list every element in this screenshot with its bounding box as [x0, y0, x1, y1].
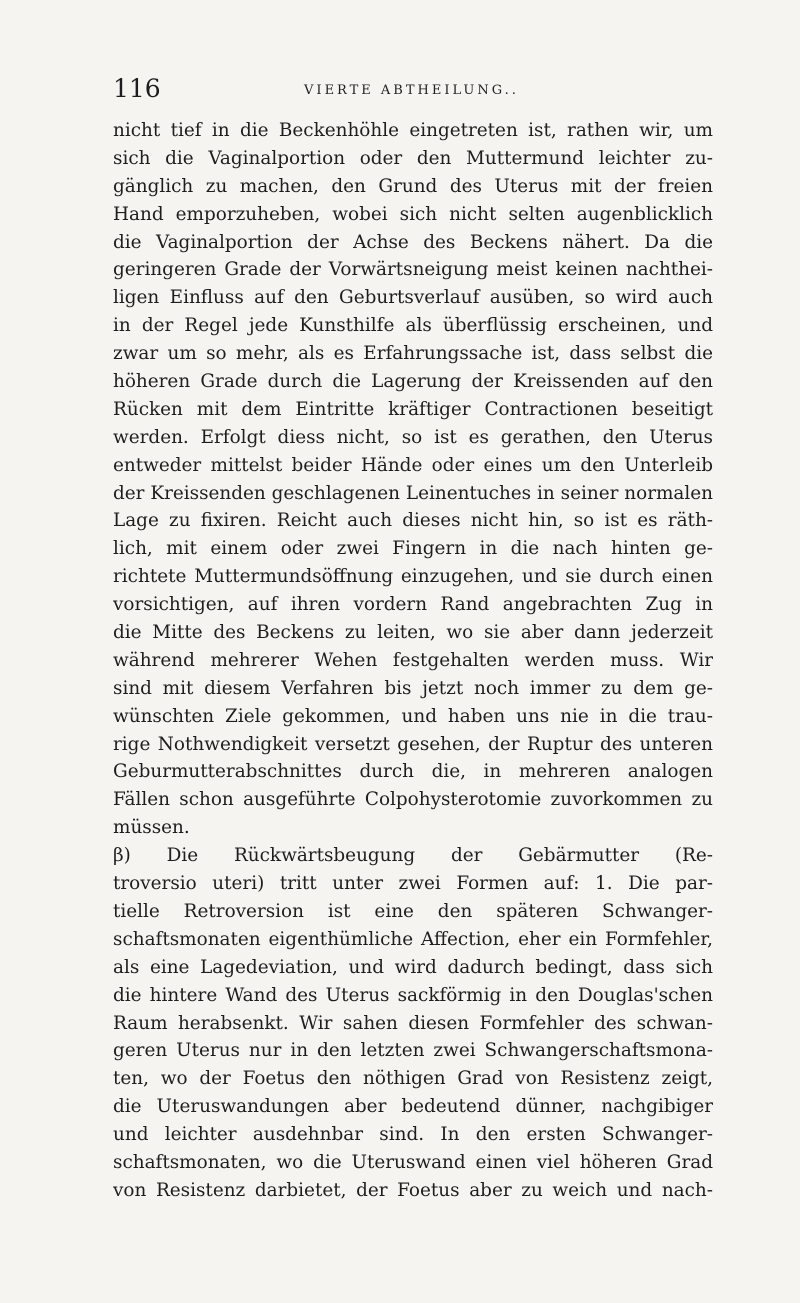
text-line: die Mitte des Beckens zu leiten, wo sie aber dann jederzeit [113, 622, 713, 644]
section-heading: VIERTE ABTHEILUNG.. [304, 83, 519, 98]
text-line: nicht tief in die Beckenhöhle eingetreten ist, rathen wir, um [113, 120, 713, 141]
running-head [113, 74, 710, 104]
text-line: geringeren Grade der Vorwärtsneigung meist keinen nachthei- [113, 259, 713, 281]
text-line: die Vaginalportion der Achse des Beckens nähert. Da die [113, 231, 713, 253]
text-line: wünschten Ziele gekommen, und haben uns nie in die trau- [113, 705, 713, 727]
text-line: Lage zu fixiren. Reicht auch dieses nicht hin, so ist es räth- [113, 510, 713, 532]
page-number: 116 [113, 74, 161, 103]
text-line: richtete Muttermundsöffnung einzugehen, und sie durch einen [113, 566, 713, 588]
text-line: schaftsmonaten eigenthümliche Affection, eher ein Formfehler, [113, 928, 713, 950]
text-line: Hand emporzuheben, wobei sich nicht selten augenblicklich [113, 203, 713, 225]
text-line: gänglich zu machen, den Grund des Uterus mit der freien [113, 175, 713, 197]
text-line: Geburmutterabschnittes durch die, in mehreren analogen [113, 761, 713, 783]
text-line: geren Uterus nur in den letzten zwei Schwangerschaftsmona- [113, 1040, 713, 1062]
text-line: schaftsmonaten, wo die Uteruswand einen viel höheren Grad [113, 1151, 713, 1173]
text-line: die hintere Wand des Uterus sackförmig in den Douglas'schen [113, 984, 713, 1006]
text-line: ligen Einfluss auf den Geburtsverlauf ausüben, so wird auch [113, 287, 713, 309]
text-line: als eine Lagedeviation, und wird dadurch bedingt, dass sich [113, 956, 713, 978]
text-line: vorsichtigen, auf ihren vordern Rand angebrachten Zug in [113, 594, 713, 616]
text-line: rige Nothwendigkeit versetzt gesehen, der Ruptur des unteren [113, 733, 713, 755]
text-line: die Uteruswandungen aber bedeutend dünner, nachgibiger [113, 1096, 713, 1118]
text-line: der Kreissenden geschlagenen Leinentuches in seiner normalen [113, 482, 713, 504]
text-line: β) Die Rückwärtsbeugung der Gebärmutter (Re- [113, 845, 713, 867]
text-line: Fällen schon ausgeführte Colpohysterotomie zuvorkommen zu [113, 789, 713, 811]
text-line: troversio uteri) tritt unter zwei Formen auf: 1. Die par- [113, 873, 713, 895]
text-line: Rücken mit dem Eintritte kräftiger Contractionen beseitigt [113, 398, 713, 420]
text-line: während mehrerer Wehen festgehalten werden muss. Wir [113, 649, 713, 671]
text-line: werden. Erfolgt diess nicht, so ist es gerathen, den Uterus [113, 426, 713, 448]
text-line: höheren Grade durch die Lagerung der Kreissenden auf den [113, 371, 713, 393]
text-line: müssen. [113, 817, 190, 839]
text-line: tielle Retroversion ist eine den späteren Schwanger- [113, 900, 713, 922]
text-line: und leichter ausdehnbar sind. In den ersten Schwanger- [113, 1124, 713, 1146]
body-text [113, 117, 713, 1205]
text-line: in der Regel jede Kunsthilfe als überflüssig erscheinen, und [113, 315, 713, 337]
text-line: sind mit diesem Verfahren bis jetzt noch immer zu dem ge- [113, 677, 713, 699]
text-line: Raum herabsenkt. Wir sahen diesen Formfehler des schwan- [113, 1012, 713, 1034]
text-line: lich, mit einem oder zwei Fingern in die nach hinten ge- [113, 538, 713, 560]
text-line: sich die Vaginalportion oder den Muttermund leichter zu- [113, 147, 713, 169]
text-line: zwar um so mehr, als es Erfahrungssache ist, dass selbst die [113, 343, 713, 365]
text-line: ten, wo der Foetus den nöthigen Grad von Resistenz zeigt, [113, 1068, 713, 1090]
text-line: von Resistenz darbietet, der Foetus aber zu weich und nach- [113, 1179, 713, 1201]
text-line: entweder mittelst beider Hände oder eines um den Unterleib [113, 454, 713, 476]
